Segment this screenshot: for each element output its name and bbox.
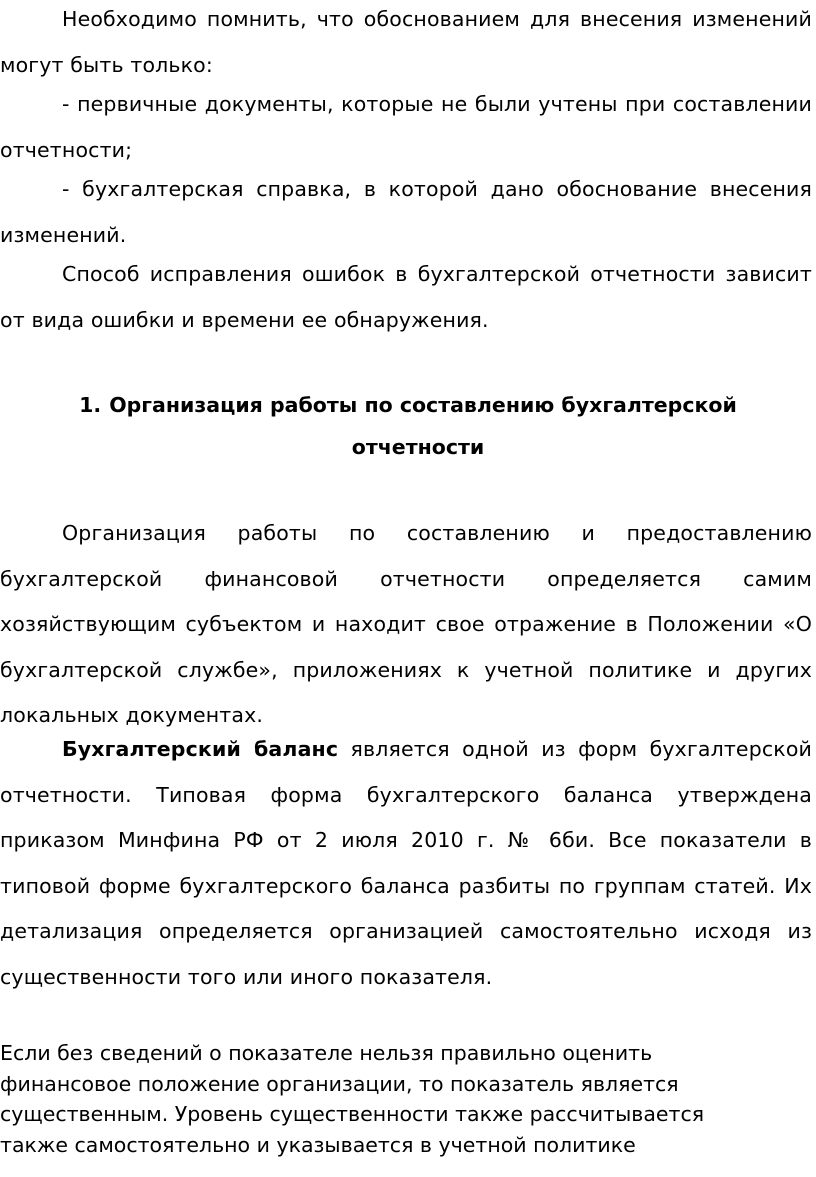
paragraph-organization-of-work: Организация работы по составлению и предоставлению бухгалтерской финансовой отчетности определяется самим хозяйствующим субъектом и находит свое отражение в Положении «О бухгалтерской службе», приложениях к учетной политике и других локальных документах.: [0, 521, 812, 727]
paragraph-justification-intro: Необходимо помнить, что обоснованием для внесения изменений могут быть только:: [0, 7, 812, 77]
section-heading-line1: Организация работы по составлению бухгалтерской: [109, 393, 737, 417]
section-number: 1.: [79, 393, 102, 417]
paragraph-balance-sheet: [0, 727, 812, 1000]
balance-sheet-description: является одной из форм бухгалтерской отчетности. Типовая форма бухгалтерского баланса утверждена приказом Минфина РФ от 2 июля 2010 г. № 6би. Все показатели в типовой форме бухгалтерского баланса разбиты по группам статей. Их детализация определяется организацией самостоятельно исходя из существенности того или иного показателя.: [0, 737, 812, 989]
paragraph-correction-method: Способ исправления ошибок в бухгалтерской отчетности зависит от вида ошибки и времени ее обнаружения.: [0, 262, 812, 332]
balance-sheet-term: Бухгалтерский баланс: [62, 737, 339, 761]
section-heading: [0, 383, 816, 429]
section-heading-line2: отчетности: [351, 435, 485, 459]
paragraph-materiality: [0, 1038, 812, 1160]
materiality-line-3: существенным. Уровень существенности также рассчитывается: [0, 1102, 705, 1126]
materiality-line-2: финансовое положение организации, то показатель является: [0, 1071, 679, 1096]
materiality-line-1: Если без сведений о показателе нельзя правильно оценить: [0, 1041, 653, 1065]
materiality-line-4: также самостоятельно и указывается в учетной политике: [0, 1132, 636, 1157]
paragraph-accounting-note: - бухгалтерская справка, в которой дано обоснование внесения изменений.: [0, 177, 812, 247]
paragraph-primary-documents: - первичные документы, которые не были учтены при составлении отчетности;: [0, 92, 812, 162]
section-heading-continuation: [0, 425, 816, 471]
